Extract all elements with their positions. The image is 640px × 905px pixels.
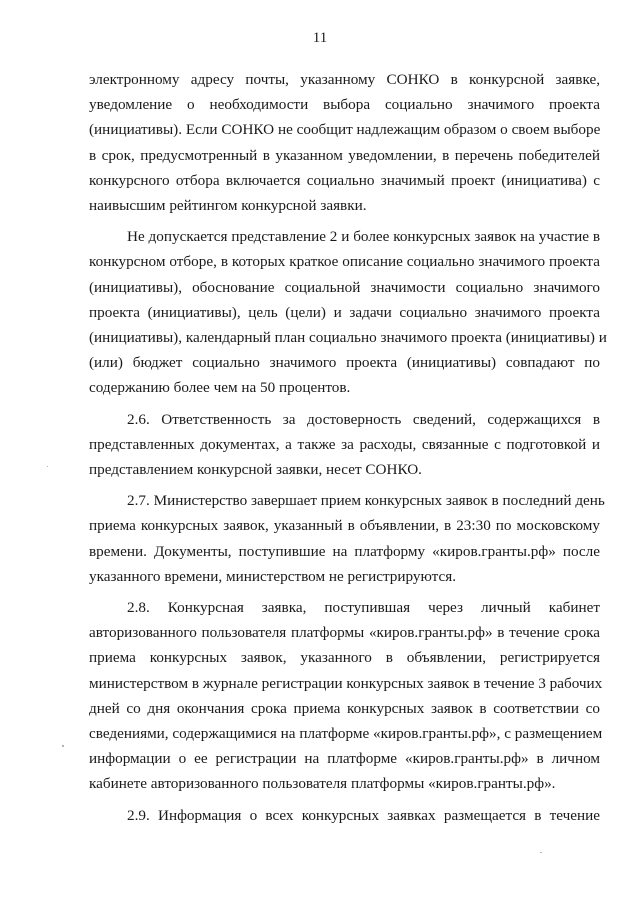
- text-line: представленных документах, а также за расходы, связанные с подготовкой и: [89, 435, 600, 453]
- paragraph-2-6: [89, 407, 600, 483]
- paragraph-2-8: [89, 595, 603, 797]
- text-line: (инициативы), календарный план социально значимого проекта (инициативы) и: [89, 329, 607, 347]
- text-line: кабинете авторизованного пользователя платформы «киров.гранты.рф».: [89, 775, 556, 793]
- text-line: Не допускается представление 2 и более конкурсных заявок на участие в: [127, 228, 600, 246]
- text-line: времени. Документы, поступившие на платформу «киров.гранты.рф» после: [89, 542, 600, 560]
- text-line: конкурсном отборе, в которых краткое описание социально значимого проекта: [89, 253, 600, 271]
- scan-speck: [62, 745, 64, 747]
- text-line: 2.6. Ответственность за достоверность сведений, содержащихся в: [127, 410, 600, 428]
- text-line: представлением конкурсной заявки, несет СОНКО.: [89, 461, 422, 479]
- text-line: (инициативы). Если СОНКО не сообщит надлежащим образом о своем выборе: [89, 121, 601, 139]
- text-line: в срок, предусмотренный в указанном уведомлении, в перечень победителей: [89, 146, 600, 164]
- text-line: содержанию более чем на 50 процентов.: [89, 379, 351, 397]
- text-line: указанного времени, министерством не регистрируются.: [89, 567, 457, 585]
- text-line: дней со дня окончания срока приема конкурсных заявок в соответствии со: [89, 699, 600, 717]
- text-line: (или) бюджет социально значимого проекта (инициативы) совпадают по: [89, 354, 600, 372]
- text-line: конкурсного отбора включается социально значимый проект (инициатива) с: [89, 171, 600, 189]
- scan-speck: [47, 466, 48, 467]
- text-line: авторизованного пользователя платформы «киров.гранты.рф» в течение срока: [89, 624, 600, 642]
- text-line: приема конкурсных заявок, указанный в объявлении, в 23:30 по московскому: [89, 517, 600, 535]
- text-line: проекта (инициативы), цель (цели) и задачи социально значимого проекта: [89, 303, 600, 321]
- text-line: 2.8. Конкурсная заявка, поступившая через личный кабинет: [127, 599, 600, 617]
- text-line: (инициативы), обоснование социальной значимости социально значимого: [89, 278, 600, 296]
- text-line: 2.9. Информация о всех конкурсных заявках размещается в течение: [127, 806, 600, 824]
- text-line: 2.7. Министерство завершает прием конкурсных заявок в последний день: [127, 492, 605, 510]
- scan-speck: [540, 852, 542, 853]
- paragraph-duplicate-applications: [89, 224, 607, 400]
- text-line: наивысшим рейтингом конкурсной заявки.: [89, 197, 367, 215]
- paragraph-2-7: [89, 488, 605, 589]
- text-line: электронному адресу почты, указанному СОНКО в конкурсной заявке,: [89, 71, 600, 88]
- document-body: [89, 67, 607, 828]
- text-line: сведениями, содержащимися на платформе «киров.гранты.рф», с размещением: [89, 725, 603, 743]
- text-line: информации о ее регистрации на платформе «киров.гранты.рф» в личном: [89, 750, 600, 768]
- text-line: приема конкурсных заявок, указанного в объявлении, регистрируется: [89, 649, 600, 667]
- paragraph-continuation: [89, 67, 600, 218]
- paragraph-2-9: [89, 803, 600, 828]
- page-number: 11: [312, 30, 328, 46]
- text-line: уведомление о необходимости выбора социально значимого проекта: [89, 96, 600, 114]
- text-line: министерством в журнале регистрации конкурсных заявок в течение 3 рабочих: [89, 674, 603, 692]
